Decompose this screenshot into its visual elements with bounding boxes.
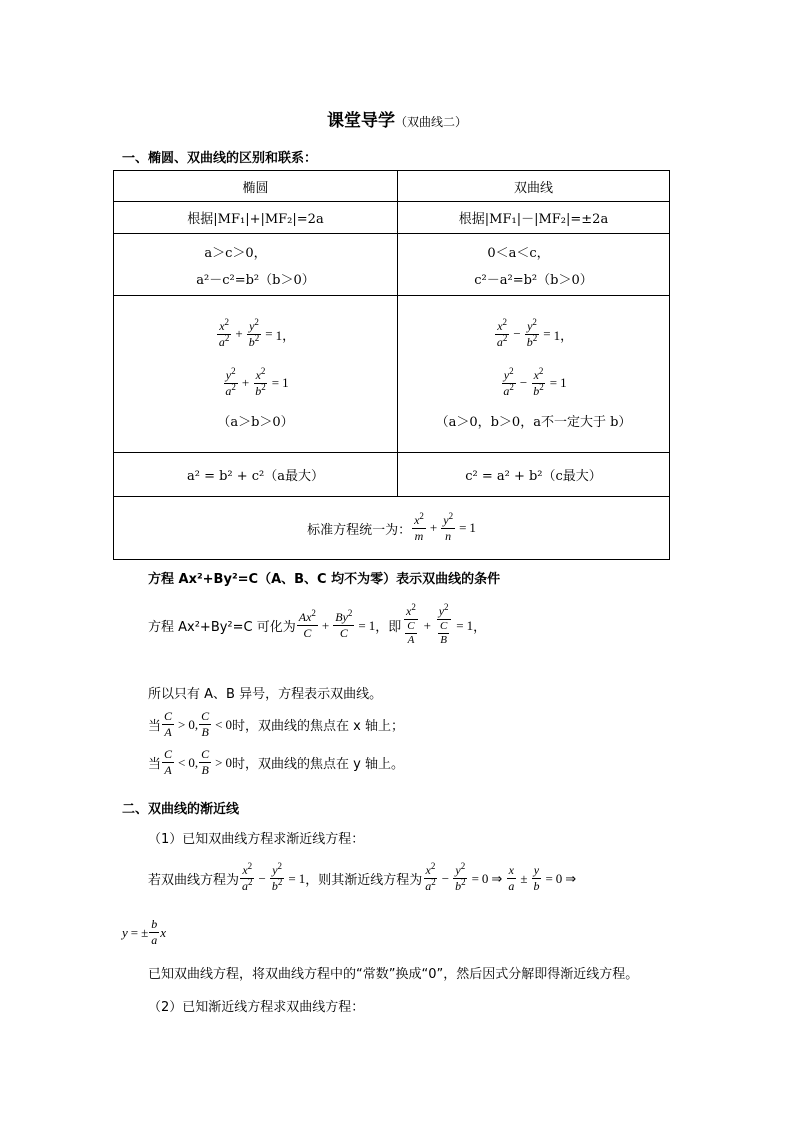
table-head-hyperbola: 双曲线: [398, 171, 670, 202]
hyperbola-eq-y-axis: $\frac{y^2}{a^2}$ − $\frac{x^2}{b^2}$ = 1: [503, 365, 567, 398]
definition-ellipse: 根据|MF₁|+|MF₂|=2a: [114, 202, 398, 234]
transform-prefix: 方程 Ax²+By²=C 可化为: [148, 620, 296, 635]
standard-eq-ellipse: [114, 296, 398, 453]
asym-prefix: 若双曲线方程为: [148, 873, 240, 888]
subsection-1: （1）已知双曲线方程求渐近线方程：: [148, 832, 365, 847]
asym-mid: ，则其渐近线方程为: [305, 873, 423, 888]
relation-hyperbola: [398, 234, 670, 296]
page-title: [0, 106, 794, 131]
definition-hyperbola: 根据|MF₁|－|MF₂|=±2a: [398, 202, 670, 234]
abc-hyperbola: c² = a² + b²（c最大）: [398, 453, 670, 497]
abc-ellipse: a² = b² + c²（a最大）: [114, 453, 398, 497]
case2-line: 当 $\frac{C}{A}$ < 0, $\frac{C}{B}$ > 0 时，双曲线的焦点在 y 轴上。: [148, 747, 404, 777]
relation-hyperbola-1: 0＜a＜c，: [487, 245, 550, 261]
title-sub: （双曲线二）: [394, 115, 467, 129]
case2-prefix: 当: [148, 757, 162, 772]
title-main: 课堂导学: [326, 111, 395, 131]
standard-eq-hyperbola: [398, 296, 670, 453]
ellipse-condition: （a＞b＞0）: [217, 414, 294, 430]
unified-equation: 标准方程统一为： $\frac{x^2}{m}$ + $\frac{y^2}{n}$ = 1: [114, 497, 670, 560]
ellipse-eq-y-axis: $\frac{y^2}{a^2}$ + $\frac{x^2}{b^2}$ = 1: [225, 365, 289, 398]
case1-prefix: 当: [148, 719, 162, 734]
table-head-ellipse: 椭圆: [114, 171, 398, 202]
asymptote-note: 已知双曲线方程，将双曲线方程中的“常数”换成“0”，然后因式分解即得渐近线方程。: [148, 967, 639, 982]
ellipse-eq-x-axis: $\frac{x^2}{a^2}$ + $\frac{y^2}{b^2}$ = 1，: [218, 316, 296, 349]
hyperbola-eq-x-axis: $\frac{x^2}{a^2}$ − $\frac{y^2}{b^2}$ = 1，: [496, 316, 574, 349]
relation-ellipse: [114, 234, 398, 296]
asymptote-result: y = ± $\frac{b}{a}$ x: [122, 917, 167, 947]
asymptote-line: 若双曲线方程为 $\frac{x^2}{a^2}$ − $\frac{y^2}{b^2}$ = 1 ，则其渐近线方程为 $\frac{x^2}{a^2}$ − $\frac{y^2}{b^2}$ = 0 ⇒ $\frac{x}{a}$ ± $\frac{y}{b}$ = 0 ⇒: [148, 861, 577, 893]
hyperbola-condition: （a＞0，b＞0，a不一定大于 b）: [435, 414, 632, 430]
section1-heading: 一、椭圆、双曲线的区别和联系：: [122, 151, 318, 166]
case1-line: 当 $\frac{C}{A}$ > 0, $\frac{C}{B}$ < 0 时，双曲线的焦点在 x 轴上；: [148, 709, 404, 739]
comparison-table: [113, 170, 670, 560]
relation-ellipse-1: a＞c＞0，: [204, 245, 267, 261]
opposite-sign-text: 所以只有 A、B 异号，方程表示双曲线。: [148, 687, 383, 702]
transform-line: 方程 Ax²+By²=C 可化为 $\frac{Ax^2}{C}$ + $\frac{By^2}{C}$ = 1 ，即 $\frac{x^2}{\frac{C}{A}}$ + $\frac{y^2}{\frac{C}{B}}$ = 1 ，: [148, 602, 487, 646]
condition-heading: 方程 Ax²+By²=C（A、B、C 均不为零）表示双曲线的条件: [148, 572, 501, 587]
transform-end: ，: [473, 620, 487, 635]
subsection-2: （2）已知渐近线方程求双曲线方程：: [148, 1000, 365, 1015]
unified-label: 标准方程统一为：: [307, 522, 412, 538]
case1-suffix: 时，双曲线的焦点在 x 轴上；: [231, 719, 404, 734]
section2-heading: 二、双曲线的渐近线: [122, 802, 240, 817]
relation-hyperbola-2: c²－a²=b²（b＞0）: [474, 272, 593, 288]
transform-mid: ，即: [375, 620, 402, 635]
case2-suffix: 时，双曲线的焦点在 y 轴上。: [231, 757, 404, 772]
relation-ellipse-2: a²－c²=b²（b＞0）: [196, 272, 315, 288]
